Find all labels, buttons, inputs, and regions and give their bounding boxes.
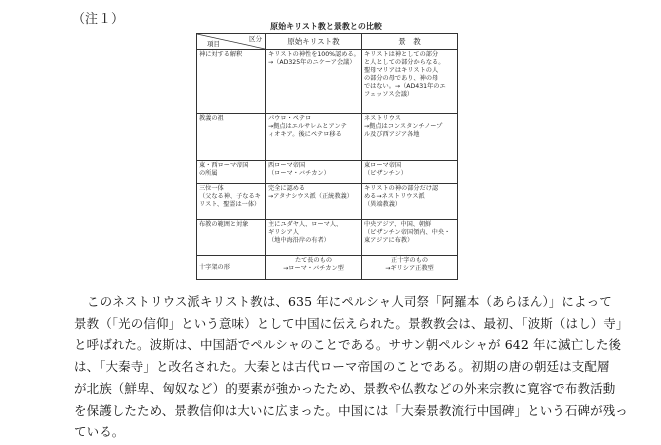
cell-line: →アタナシウス派（正統教義） bbox=[268, 192, 353, 200]
keikyo-cell bbox=[362, 50, 458, 114]
keikyo-cell bbox=[362, 184, 458, 220]
cell-line: たて長のもの bbox=[294, 257, 333, 264]
cell-line: →拠点はエルサレムとアンテ bbox=[268, 122, 347, 130]
keikyo-cell bbox=[362, 114, 458, 161]
row-item-cell bbox=[197, 114, 266, 161]
keikyo-cell bbox=[362, 256, 458, 280]
cell-line: 西ローマ帝国 bbox=[268, 162, 306, 169]
table-row bbox=[197, 220, 458, 256]
cell-line: 正十字のもの bbox=[390, 257, 429, 264]
table-row bbox=[197, 256, 458, 280]
comparison-table bbox=[196, 33, 458, 280]
cell-line: める→ネストリウス派 bbox=[364, 192, 425, 200]
cell-line: キリストは神としての部分 bbox=[364, 51, 439, 58]
cell-line: ネストリウス bbox=[364, 115, 401, 122]
header-koumoku: 項目 bbox=[207, 39, 220, 48]
row-item-cell bbox=[197, 256, 266, 280]
table-row bbox=[197, 161, 458, 184]
cell-line: →拠点はコンスタンチノープ bbox=[364, 122, 443, 130]
note-label: （注１） bbox=[72, 12, 125, 27]
body-line: 景教（「光の信仰」という意味）として中国に伝えられた。景教教会は、最初、「波斯（はし）寺」 bbox=[74, 315, 629, 331]
keikyo-cell bbox=[362, 161, 458, 184]
body-line: ている。 bbox=[74, 424, 125, 440]
primitive-cell bbox=[266, 114, 362, 161]
cell-line: パウロ・ペテロ bbox=[268, 115, 312, 122]
cell-line: （父なる神、子なるキ bbox=[199, 192, 261, 200]
body-line: は、「大秦寺」と改名された。大秦とは古代ローマ帝国のことである。初期の唐の朝廷は支配層 bbox=[74, 359, 610, 375]
cell-line: リスト、聖霊は一体） bbox=[199, 200, 261, 208]
cell-line: 主にユダヤ人、ローマ人、 bbox=[268, 221, 343, 228]
table-header-row bbox=[197, 34, 458, 50]
keikyo-cell bbox=[362, 220, 458, 256]
cell-line: 中央アジア、中国、朝鮮 bbox=[364, 221, 432, 228]
cell-line: フェッソス会議） bbox=[364, 90, 414, 98]
cell-line: 教義の祖 bbox=[199, 115, 224, 122]
row-item-cell bbox=[197, 220, 266, 256]
cell-line: 神に対する解釈 bbox=[199, 51, 243, 58]
body-line: が北族（鮮卑、匈奴など）的要素が強かったため、景教や仏教などの外来宗教に寛容で布教活動 bbox=[74, 380, 616, 396]
cell-line: ではない。→（AD431年のエ bbox=[364, 82, 446, 90]
row-item-cell bbox=[197, 161, 266, 184]
cell-line: 東・西ローマ帝国 bbox=[199, 162, 249, 169]
body-line: このネストリウス派キリスト教は、635 年にペルシャ人司祭「阿羅本（あらほん）」によって bbox=[87, 294, 612, 309]
cell-line: と人としての部分からなる。 bbox=[364, 58, 445, 66]
header-col-keikyo: 景 教 bbox=[362, 34, 458, 50]
header-diagonal-cell bbox=[197, 34, 266, 50]
row-item-cell bbox=[197, 50, 266, 114]
cell-line: の部分の母であり、神の母 bbox=[364, 74, 439, 82]
cell-line: （異端教義） bbox=[364, 200, 402, 208]
cell-line: 十字架の形 bbox=[199, 263, 230, 271]
cell-line: 聖母マリアはキリストの人 bbox=[364, 66, 439, 74]
cell-line: 東アジアに布教） bbox=[364, 236, 414, 244]
cell-line: →（AD325年のニケーア会議） bbox=[268, 58, 356, 66]
body-paragraph bbox=[74, 291, 629, 443]
cell-line: の所属 bbox=[199, 169, 218, 177]
cell-line: （ビザンチン帝国領内、中央・ bbox=[364, 228, 451, 236]
header-col-primitive: 原始キリスト教 bbox=[266, 34, 362, 50]
cell-line: キリストの神の部分だけ認 bbox=[364, 185, 439, 192]
primitive-cell bbox=[266, 184, 362, 220]
table-row bbox=[197, 114, 458, 161]
cell-line: （ローマ・バチカン） bbox=[268, 169, 330, 177]
header-kubun: 区分 bbox=[249, 35, 262, 43]
cell-line: （ビザンチン） bbox=[364, 169, 407, 177]
primitive-cell bbox=[266, 50, 362, 114]
cell-line: ギリシア人 bbox=[268, 228, 299, 236]
body-line: を保護したため、景教信仰は大いに広まった。中国には「大秦景教流行中国碑」という石碑が残っ bbox=[74, 402, 628, 418]
cell-line: 東ローマ帝国 bbox=[364, 162, 402, 169]
cell-line: 三位一体 bbox=[199, 185, 224, 192]
cell-line: 布教の範囲と対象 bbox=[199, 221, 249, 228]
body-line: と呼ばれた。波斯は、中国語でペルシャのことである。ササン朝ペルシャが 642 年に滅亡した後 bbox=[74, 337, 622, 353]
primitive-cell bbox=[266, 161, 362, 184]
cell-line: キリストの神性を100%認める。 bbox=[268, 51, 360, 58]
primitive-cell bbox=[266, 220, 362, 256]
cell-line: ル及び西アジア各地 bbox=[364, 130, 420, 138]
table-title: 原始キリスト教と景教との比較 bbox=[270, 22, 382, 31]
primitive-cell bbox=[266, 256, 362, 280]
cell-line: 完全に認める bbox=[268, 185, 306, 192]
table-row bbox=[197, 184, 458, 220]
row-item-cell bbox=[197, 184, 266, 220]
table-row bbox=[197, 50, 458, 114]
table-body bbox=[197, 50, 458, 280]
cell-line: →ギリシア正教型 bbox=[385, 264, 434, 272]
cell-line: （地中海沿岸の有者） bbox=[268, 236, 330, 244]
cell-line: →ローマ・バチカン型 bbox=[283, 264, 344, 272]
cell-line: ィオキア。後にペテロ移る bbox=[268, 130, 342, 138]
